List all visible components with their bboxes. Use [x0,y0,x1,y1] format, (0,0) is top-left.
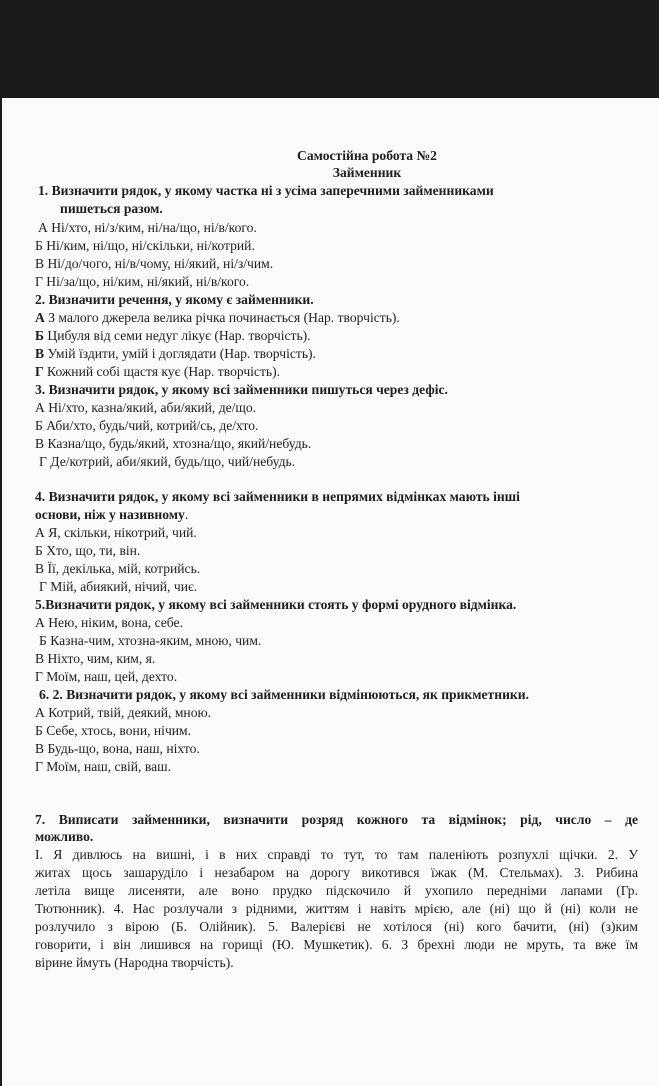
q2-option-d-letter: Г [35,364,44,379]
q2-option-a [35,309,400,326]
q1-option-c: В Ні/до/чого, ні/в/чому, ні/який, ні/з/чим. [35,256,274,271]
question-5-title: 5.Визначити рядок, у якому всі займенники стоять у формі орудного відмінка. [35,597,517,612]
q2-option-b-letter: Б [35,328,44,343]
question-7-title-cont: можливо. [35,829,94,844]
question-4-title: 4. Визначити рядок, у якому всі займенники в непрямих відмінках мають інші [35,489,520,504]
q4-option-d: Г Мій, абиякий, нічий, чиє. [39,579,198,594]
q4-option-a: А Я, скільки, нікотрий, чий. [35,525,197,540]
q6-option-a: А Котрий, твій, деякий, мною. [35,705,212,720]
page-subtitle: Займенник [332,165,402,180]
q2-option-d [35,363,280,380]
question-7-title: 7. Виписати займенники, визначити розряд кожного та відмінок; рід, число – де [35,812,638,827]
q2-option-a-letter: А [35,310,45,325]
q5-option-b: Б Казна-чим, хтозна-яким, мною, чим. [39,633,262,648]
question-4-title-tail: . [184,507,189,522]
q7-text-line-7: вірине ймуть (Народна творчість). [35,955,234,970]
q7-text-line-4: Тютюнник). 4. Нас розлучали з рідними, життям і навіть мрією, але (ні) що й (ні) коли не [35,901,638,916]
q6-option-b: Б Себе, хтось, вони, нічим. [35,723,192,738]
q7-text-line-6: говорити, і він лишився на горищі (Ю. Мушкетик). 6. З брехні люди не мруть, та вже їм [35,937,638,952]
q7-text-line-1: І. Я дивлюсь на вишні, і в них справді то тут, то там паленіють розпухлі щічки. 2. У [35,847,638,862]
question-2-title: 2. Визначити речення, у якому є займенники. [35,292,314,307]
q3-option-a: А Ні/хто, казна/який, аби/який, де/що. [35,400,257,415]
q4-option-c: В Її, декілька, мій, котрийсь. [35,561,201,576]
q5-option-d: Г Моїм, наш, цей, дехто. [35,669,178,684]
q3-option-b: Б Аби/хто, будь/чий, котрий/сь, де/хто. [35,418,259,433]
q2-option-c-letter: В [35,346,45,361]
q5-option-a: А Нею, ніким, вона, себе. [35,615,183,630]
q7-text-line-5: розлучило з вірою (Б. Олійник). 5. Валерієві не хотілося (ні) кого бачити, (ні) (з)ким [35,919,638,934]
page-title: Самостійна робота №2 [297,148,437,163]
q3-option-c: В Казна/що, будь/який, хтозна/що, який/небудь. [35,436,312,451]
q2-option-b [35,327,311,344]
question-1-title: 1. Визначити рядок, у якому частка ні з усіма заперечними займенниками [38,183,494,198]
q2-option-a-text: З малого джерела велика річка починається (Нар. творчість). [44,310,400,325]
q4-option-b: Б Хто, що, ти, він. [35,543,141,558]
question-6-title: 6. 2. Визначити рядок, у якому всі займенники відмінюються, як прикметники. [39,687,529,702]
q2-option-b-text: Цибуля від семи недуг лікує (Нар. творчість). [44,328,311,343]
question-4-title-line2: основи, ніж у називному [35,507,185,522]
q6-option-d: Г Моїм, наш, свій, ваш. [35,759,171,774]
document-page [2,98,659,1086]
q7-text-line-3: летіла вище лисеняти, але воно прудко підскочило й ухопило передніми лапами (Гр. [35,883,638,898]
q7-text-line-2: житах щось зашаруділо і незабаром на дорогу викотився їжак (М. Стельмах). 3. Рибина [35,865,638,880]
q5-option-c: В Ніхто, чим, ким, я. [35,651,156,666]
q2-option-d-text: Кожний собі щастя кує (Нар. творчість). [43,364,281,379]
q6-option-c: В Будь-що, вона, наш, ніхто. [35,741,200,756]
q1-option-b: Б Ні/ким, ні/що, ні/скільки, ні/котрий. [35,238,255,253]
q1-option-a: А Ні/хто, ні/з/ким, ні/на/що, ні/в/кого. [38,220,257,235]
question-1-title-cont: пишеться разом. [60,201,163,216]
question-4-title-cont [35,506,188,523]
q1-option-d: Г Ні/за/що, ні/ким, ні/який, ні/в/кого. [35,274,250,289]
q3-option-d: Г Де/котрий, аби/який, будь/що, чий/небудь. [39,454,296,469]
q2-option-c-text: Умій їздити, умій і доглядати (Нар. творчість). [44,346,316,361]
question-3-title: 3. Визначити рядок, у якому всі займенники пишуться через дефіс. [35,382,448,397]
q2-option-c [35,345,316,362]
